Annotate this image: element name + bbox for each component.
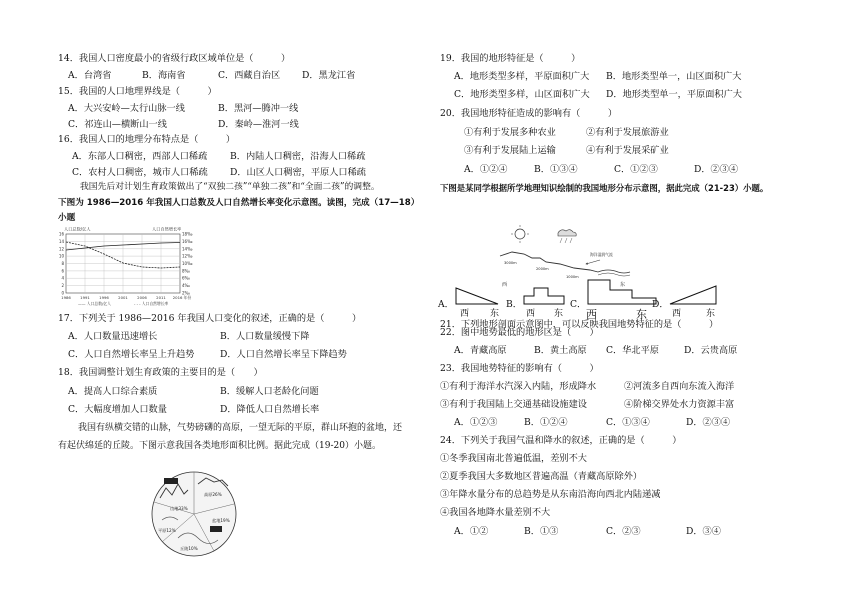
right-tick: 6‰ [182, 275, 190, 281]
q14-option-b: B．海南省 [142, 70, 186, 81]
terrain-label-airflow: 海洋湿润气流 [590, 252, 613, 257]
pie-label-plateau: 高原26% [204, 492, 222, 497]
q21-option-b-letter: B． [506, 299, 522, 310]
q24-item-3: ③年降水量分布的总趋势是从东南沿海向西北内陆递减 [440, 489, 661, 500]
x-tick: 2011 [156, 295, 166, 300]
q24-item-1: ①冬季我国南北普遍低温，差别不大 [440, 453, 587, 464]
q14-option-c: C．西藏自治区 [218, 70, 281, 81]
right-tick: 12‰ [182, 253, 193, 259]
left-tick: 6 [61, 268, 64, 274]
q22-option-d: D．云贵高原 [684, 345, 738, 356]
q24-option-d: D．③④ [686, 526, 721, 537]
q14-option-d: D．黑龙江省 [302, 70, 356, 81]
left-tick: 4 [61, 275, 64, 281]
q23-stem: 23．我国地势特征的影响有（ ） [440, 363, 599, 374]
intro2-line1: 我国有纵横交错的山脉，气势磅礴的高原，一望无际的平原，群山环抱的盆地，还 [78, 423, 403, 433]
intro1-line1: 我国先后对计划生育政策做出了“双独二孩”“单独二孩”和“全面二孩”的调整。 [80, 182, 380, 192]
x-tick: 2001 [118, 295, 128, 300]
q24-stem: 24．下列关于我国气温和降水的叙述，正确的是（ ） [440, 435, 682, 446]
left-tick: 12 [58, 246, 64, 252]
q23-item-4: ④阶梯交界处水力资源丰富 [624, 399, 735, 410]
q23-option-c: C．①③④ [606, 417, 650, 428]
q21-a-east: 东 [490, 309, 500, 319]
q21-profile-c [586, 276, 658, 308]
pie-label-hill: 丘陵10% [180, 546, 198, 551]
q23-option-a: A．①②③ [454, 417, 498, 428]
q22-stem: 22．图中地势最低的地形区是（ ） [440, 327, 599, 338]
q22-option-b: B．黄土高原 [534, 345, 587, 356]
left-tick: 0 [61, 290, 64, 296]
q24-item-2: ②夏季我国大多数地区普遍高温（青藏高原除外） [440, 471, 643, 482]
legend-population: —— 人口总数/亿人 [78, 301, 111, 306]
legend-growth-rate: - - - 人口自然增长率 [134, 301, 169, 306]
q14-option-a: A．台湾省 [68, 70, 112, 81]
q21-profile-b [522, 280, 566, 308]
q21-b-east: 东 [554, 309, 564, 319]
q19-option-d: D．地形类型单一，平原面积广大 [606, 89, 742, 100]
right-tick: 2‰ [182, 290, 190, 296]
q16-option-c: C．农村人口稠密，城市人口稀疏 [72, 167, 208, 178]
q24-option-b: B．①③ [524, 526, 559, 537]
right-tick: 4‰ [182, 283, 190, 289]
q16-stem: 16．我国人口的地理分布特点是（ ） [58, 134, 236, 145]
right-tick: 16‰ [182, 238, 193, 244]
q21-c-west: 西 [586, 308, 597, 321]
pie-label-basin: 盆地19% [212, 518, 230, 523]
q18-stem: 18．我国调整计划生育政策的主要目的是（ ） [58, 367, 263, 378]
q19-option-c: C．地形类型多样，山区面积广大 [454, 89, 590, 100]
q18-option-a: A．提高人口综合素质 [68, 386, 158, 397]
q18-option-b: B．缓解人口老龄化问题 [220, 386, 319, 397]
x-tick: 1996 [99, 295, 109, 300]
q20-item-2: ②有利于发展旅游业 [586, 127, 669, 138]
q16-option-d: D．山区人口稠密，平原人口稀疏 [230, 167, 366, 178]
q22-option-c: C．华北平原 [606, 345, 659, 356]
terrain-pie-illustration [148, 468, 240, 560]
q20-option-d: D．②③④ [694, 164, 739, 175]
q21-stem: 21．下列地形剖面示意图中，可以反映我国地势特征的是（ ） [440, 319, 719, 330]
q15-stem: 15．我国的人口地理界线是（ ） [58, 86, 217, 97]
q20-option-c: C．①②③ [614, 164, 658, 175]
q23-item-1: ①有利于海洋水汽深入内陆，形成降水 [440, 381, 597, 392]
q21-c-east: 东 [636, 308, 647, 321]
intro2-line2: 有起伏绵延的丘陵。下图示意我国各类地形面积比例。据此完成（19-20）小题。 [58, 441, 381, 451]
population-chart [56, 224, 196, 306]
q21-a-west: 西 [460, 309, 470, 319]
terrain-label-east: 东 [620, 282, 626, 288]
x-tick: 1991 [80, 295, 90, 300]
q15-option-a: A．大兴安岭—太行山脉一线 [68, 103, 185, 114]
q16-option-a: A．东部人口稠密，西部人口稀疏 [72, 151, 208, 162]
pie-label-mountain: 山地33% [170, 506, 188, 511]
q17-option-b: B．人口数量缓慢下降 [220, 331, 310, 342]
chart-right-axis-label: 人口自然增长率 [152, 226, 182, 232]
q20-item-3: ③有利于发展陆上运输 [464, 145, 556, 156]
q19-option-a: A．地形类型多样，平原面积广大 [454, 71, 590, 82]
left-tick: 14 [58, 238, 64, 244]
q19-option-b: B．地形类型单一，山区面积广大 [606, 71, 742, 82]
q21-d-east: 东 [706, 309, 716, 319]
q21-option-d-letter: D． [652, 299, 669, 310]
q15-option-c: C．祁连山—横断山一线 [68, 119, 167, 130]
q18-option-c: C．大幅度增加人口数量 [68, 404, 167, 415]
intro1-line3: 小题 [58, 213, 76, 223]
q17-option-d: D．人口自然增长率呈下降趋势 [220, 349, 347, 360]
left-tick: 16 [58, 231, 64, 237]
q14-stem: 14．我国人口密度最小的省级行政区域单位是（ ） [58, 53, 291, 64]
q21-option-c-letter: C． [570, 299, 587, 310]
right-tick: 10‰ [182, 261, 193, 266]
left-tick: 8 [61, 261, 64, 266]
q19-stem: 19．我国的地形特征是（ ） [440, 53, 581, 64]
q21-option-a-letter: A． [438, 299, 454, 310]
q17-option-a: A．人口数量迅速增长 [68, 331, 158, 342]
q20-stem: 20．我国地形特征造成的影响有（ ） [440, 108, 618, 119]
q17-stem: 17．下列关于 1986—2016 年我国人口变化的叙述，正确的是（ ） [58, 313, 362, 324]
q20-option-a: A．①②④ [464, 164, 508, 175]
q22-option-a: A．青藏高原 [454, 345, 507, 356]
q21-d-west: 西 [672, 309, 682, 319]
intro1-line2: 下图为 1986—2016 年我国人口总数及人口自然增长率变化示意图。读图，完成（17—18） [58, 198, 420, 208]
x-tick: 2006 [137, 295, 147, 300]
terrain-label-1000m: 1000m [566, 275, 579, 279]
chart-left-axis-label: 人口总数/亿人 [64, 226, 91, 232]
intro3: 下图是某同学根据所学地理知识绘制的我国地形分布示意图，据此完成（21-23）小题。 [440, 183, 769, 193]
q20-option-b: B．①③④ [534, 164, 578, 175]
q21-profile-d [668, 282, 718, 308]
q21-b-west: 西 [526, 309, 536, 319]
q15-option-b: B．黑河—腾冲一线 [218, 103, 299, 114]
q23-option-d: D．②③④ [686, 417, 731, 428]
right-tick: 18‰ [182, 231, 193, 237]
q21-profile-a [454, 282, 500, 308]
q23-item-2: ②河流多自西向东流入海洋 [624, 381, 735, 392]
q18-option-d: D．降低人口自然增长率 [220, 404, 320, 415]
left-tick: 2 [61, 283, 64, 289]
q17-option-c: C．人口自然增长率呈上升趋势 [68, 349, 195, 360]
terrain-label-2000m: 2000m [536, 267, 549, 271]
right-tick: 8‰ [182, 268, 190, 274]
right-tick: 14‰ [182, 246, 193, 252]
q16-option-b: B．内陆人口稠密，沿海人口稀疏 [230, 151, 366, 162]
pie-label-plain: 平原12% [158, 528, 176, 533]
q24-option-a: A．①② [454, 526, 489, 537]
left-tick: 10 [58, 253, 64, 259]
q23-item-3: ③有利于我国陆上交通基础设施建设 [440, 399, 587, 410]
x-tick: 2016 年份 [172, 295, 192, 300]
q24-item-4: ④我国各地降水量差别不大 [440, 507, 551, 518]
q24-option-c: C．②③ [606, 526, 641, 537]
terrain-label-west: 西 [502, 282, 508, 288]
terrain-label-3000m: 3000m [504, 261, 517, 265]
q23-option-b: B．①②④ [524, 417, 568, 428]
x-tick: 1986 [61, 295, 71, 300]
q20-item-4: ④有利于发展采矿业 [586, 145, 669, 156]
q20-item-1: ①有利于发展多种农业 [464, 127, 556, 138]
q15-option-d: D．秦岭—淮河一线 [218, 119, 299, 130]
